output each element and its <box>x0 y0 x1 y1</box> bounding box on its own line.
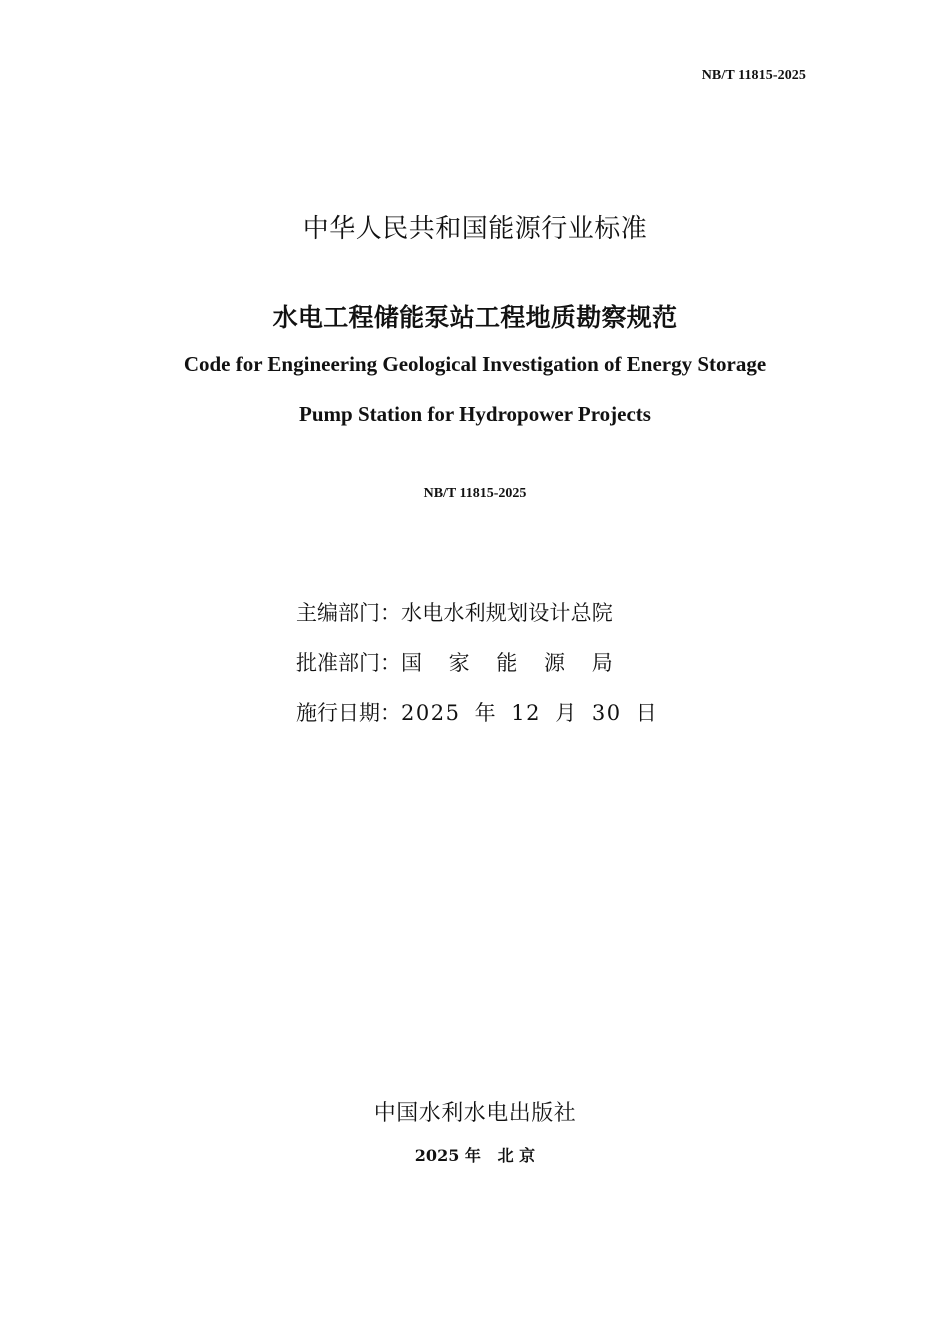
approver-value: 国 家 能 源 局 <box>401 651 613 675</box>
editor-value: 水电水利规划设计总院 <box>401 601 613 625</box>
date-value: 2025 年 12 月 30 日 <box>401 701 659 725</box>
approver-label: 批准部门： <box>296 651 401 675</box>
publisher-name: 中国水利水电出版社 <box>373 1101 577 1126</box>
date-row <box>296 698 658 748</box>
title-chinese: 水电工程储能泵站工程地质勘察规范 <box>272 303 678 332</box>
editor-label: 主编部门： <box>296 601 401 625</box>
header-standard-code: NB/T 11815-2025 <box>701 68 806 83</box>
editor-row <box>296 598 658 648</box>
title-english-line-2: Pump Station for Hydropower Projects <box>299 402 651 426</box>
cover-standard-code: NB/T 11815-2025 <box>423 486 527 501</box>
publication-info <box>296 598 658 748</box>
approver-row <box>296 648 658 698</box>
standard-category: 中华人民共和国能源行业标准 <box>302 214 648 244</box>
date-label: 施行日期： <box>296 701 401 725</box>
publication-year-place: 2025 年 北 京 <box>414 1146 536 1165</box>
title-english-line-1: Code for Engineering Geological Investigation of Energy Storage <box>183 352 767 376</box>
